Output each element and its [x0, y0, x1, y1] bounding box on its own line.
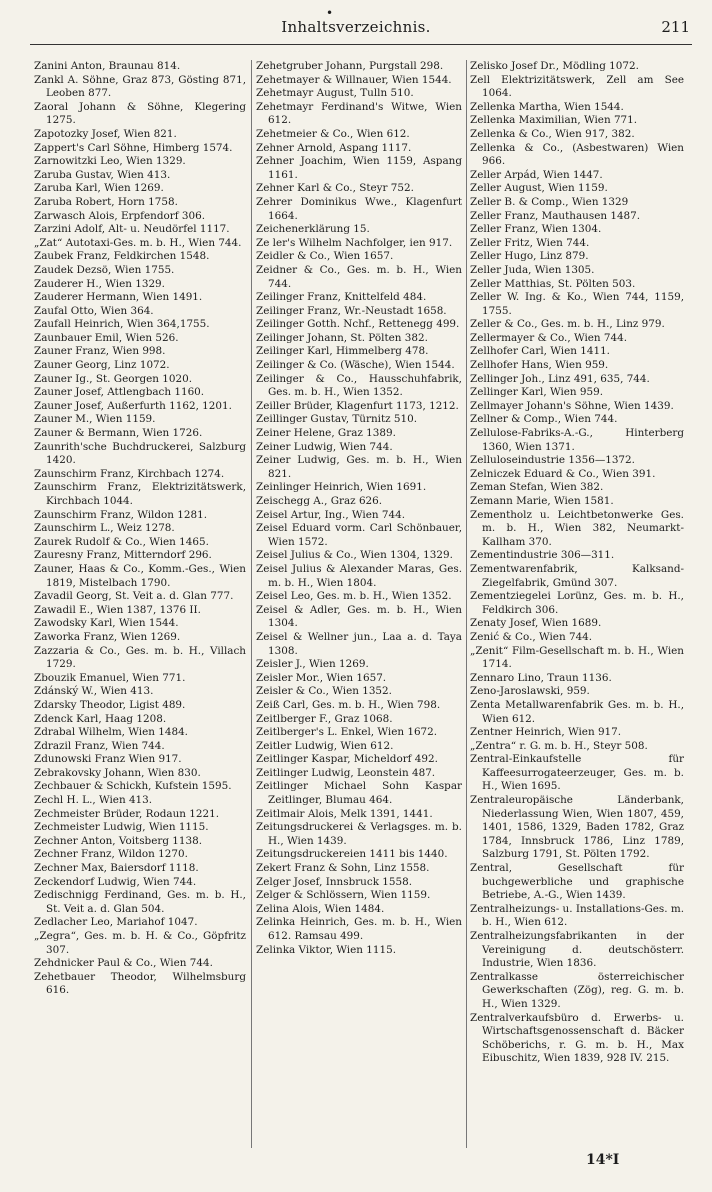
index-entry: Zellhofer Carl, Wien 1411.	[470, 345, 610, 358]
index-entry: Zentralverkaufsbüro d. Erwerbs- u. Wirtschaftsgenossenschaft d. Bäcker Schöberichs, r. G. m. b. H., Max Eibuschitz, Wien 1839, 928 IV. 215.	[470, 1011, 684, 1065]
index-entry: Zeillinger Gustav, Türnitz 510.	[256, 413, 418, 426]
index-entry: Zeitlinger Ludwig, Leonstein 487.	[256, 766, 436, 779]
index-entry: Zarwasch Alois, Erpfendorf 306.	[34, 209, 206, 222]
index-entry: Zellinger Joh., Linz 491, 635, 744.	[470, 372, 650, 385]
index-entry: Zeller B. & Comp., Wien 1329	[470, 195, 629, 208]
index-entry: Zehetmayr August, Tulln 510.	[256, 87, 414, 100]
index-entry: Zeller W. Ing. & Ko., Wien 744, 1159, 1755.	[470, 291, 684, 317]
index-entry: Zeiner Ludwig, Ges. m. b. H., Wien 821.	[256, 454, 462, 480]
index-entry: Zauner Georg, Linz 1072.	[34, 359, 170, 372]
index-entry: Zechner Franz, Wildon 1270.	[34, 848, 188, 861]
index-entry: „Zegra“, Ges. m. b. H. & Co., Göpfritz 307.	[34, 930, 246, 956]
index-entry: Zehner Arnold, Aspang 1117.	[256, 141, 412, 154]
index-entry: Zehner Karl & Co., Steyr 752.	[256, 182, 414, 195]
index-entry: Zeisel & Adler, Ges. m. b. H., Wien 1304.	[256, 603, 462, 630]
index-entry: Zentner Heinrich, Wien 917.	[470, 726, 622, 739]
index-entry: Zeller August, Wien 1159.	[470, 182, 608, 195]
index-entry: Zeisel Julius & Alexander Maras, Ges. m. b. H., Wien 1804.	[256, 562, 462, 589]
index-entry: Zeitlinger Kaspar, Micheldorf 492.	[256, 753, 438, 766]
index-entry: Zeller Arpád, Wien 1447.	[470, 168, 603, 181]
index-entry: Zankl A. Söhne, Graz 873, Gösting 871, Leoben 877.	[34, 73, 246, 100]
index-entry: Zementindustrie 306—311.	[470, 549, 615, 562]
index-entry: Zeidner & Co., Ges. m. b. H., Wien 744.	[256, 263, 462, 290]
index-entry: Zaufal Otto, Wien 364.	[34, 304, 154, 317]
index-entry: Zelinka Viktor, Wien 1115.	[256, 943, 397, 956]
index-entry: Zenta Metallwarenfabrik Ges. m. b. H., Wien 612.	[470, 698, 684, 725]
page-header	[0, 6, 712, 44]
index-entry: Zeitlmair Alois, Melk 1391, 1441.	[256, 807, 433, 820]
index-entry: Zappert's Carl Söhne, Himberg 1574.	[34, 141, 233, 154]
index-entry: Zechner Anton, Voitsberg 1138.	[34, 834, 203, 847]
column-divider	[466, 60, 467, 1148]
index-entry: Zelniczek Eduard & Co., Wien 391.	[470, 467, 656, 480]
index-entry: Zaubek Franz, Feldkirchen 1548.	[34, 250, 210, 263]
index-entry: Zauner Josef, Attlengbach 1160.	[34, 386, 205, 399]
page-title: Inhaltsverzeichnis.	[281, 18, 431, 36]
index-entry: Zementwarenfabrik, Kalksand-Ziegelfabrik, Gmünd 307.	[470, 562, 684, 589]
index-entry: Zellermayer & Co., Wien 744.	[470, 331, 628, 344]
index-entry: Zedlacher Leo, Mariahof 1047.	[34, 916, 198, 929]
index-entry: Zellenka & Co., Wien 917, 382.	[470, 127, 635, 140]
index-entry: Zellhofer Hans, Wien 959.	[470, 359, 609, 372]
index-entry: Zekert Franz & Sohn, Linz 1558.	[256, 862, 430, 875]
index-entry: Zeitungsdruckereien 1411 bis 1440.	[256, 848, 448, 861]
index-entry: Zellner & Comp., Wien 744.	[470, 413, 618, 426]
index-entry: Zarzini Adolf, Alt- u. Neudörfel 1117.	[34, 223, 230, 236]
index-entry: „Zenit“ Film-Gesellschaft m. b. H., Wien 1714.	[470, 644, 684, 671]
page-number: 211	[661, 18, 690, 36]
index-entry: Zdarsky Theodor, Ligist 489.	[34, 698, 186, 711]
index-entry: Zehner Joachim, Wien 1159, Aspang 1161.	[256, 155, 462, 181]
index-entry: Zentralheizungs- u. Installations-Ges. m. b. H., Wien 612.	[470, 902, 685, 929]
index-entry: Zeman Stefan, Wien 382.	[470, 481, 604, 494]
index-entry: Zeilinger Franz, Wr.-Neustadt 1658.	[256, 304, 447, 317]
index-entry: Zeitungsdruckerei & Verlagsges. m. b. H., Wien 1439.	[256, 821, 462, 847]
index-entry: Zellulose-Fabriks-A.-G., Hinterberg 1360, Wien 1371.	[470, 427, 684, 453]
index-entry: Zehetgruber Johann, Purgstall 298.	[256, 60, 444, 72]
index-entry: Zelisko Josef Dr., Mödling 1072.	[470, 60, 639, 72]
index-entry: Zelger Josef, Innsbruck 1558.	[256, 875, 413, 888]
index-entry: Zelluloseindustrie 1356—1372.	[470, 454, 635, 467]
index-entry: Zauner M., Wien 1159.	[34, 413, 156, 426]
index-entry: Zeisel Julius & Co., Wien 1304, 1329.	[256, 549, 453, 562]
index-entry: Zaruba Robert, Horn 1758.	[34, 195, 178, 208]
index-entry: Zellenka & Co., (Asbestwaren) Wien 966.	[470, 141, 684, 168]
index-entry: Zeilinger Gotth. Nchf., Rettenegg 499.	[256, 318, 460, 331]
index-entry: Ze ler's Wilhelm Nachfolger, ien 917.	[256, 236, 453, 249]
index-entry: Zellenka Martha, Wien 1544.	[470, 100, 624, 113]
index-entry: Zechner Max, Baiersdorf 1118.	[34, 862, 199, 875]
index-entry: Zauderer Hermann, Wien 1491.	[34, 291, 203, 304]
index-entry: Zapotozky Josef, Wien 821.	[34, 127, 177, 140]
index-entry: Zeller Matthias, St. Pölten 503.	[470, 277, 636, 290]
index-entry: Zeilinger Johann, St. Pölten 382.	[256, 331, 428, 344]
index-entry: Zechmeister Ludwig, Wien 1115.	[34, 821, 209, 834]
index-entry: Zelina Alois, Wien 1484.	[256, 902, 385, 915]
index-entry: Zaunschirm L., Weiz 1278.	[34, 522, 175, 535]
index-entry: Zelger & Schlössern, Wien 1159.	[256, 889, 431, 902]
index-entry: Zedischnigg Ferdinand, Ges. m. b. H., St. Veit a. d. Glan 504.	[34, 889, 246, 915]
index-entry: Zechl H. L., Wien 413.	[34, 794, 153, 807]
index-entry: Zentralheizungsfabrikanten in der Vereinigung d. deutschösterr. Industrie, Wien 1836.	[470, 930, 684, 970]
index-entry: Zeckendorf Ludwig, Wien 744.	[34, 875, 197, 888]
column-divider	[251, 60, 252, 1148]
index-entry: Zeidler & Co., Wien 1657.	[256, 250, 394, 263]
index-column-2	[256, 60, 462, 957]
index-entry: Zeilinger Karl, Himmelberg 478.	[256, 345, 429, 358]
index-entry: Zeller Juda, Wien 1305.	[470, 263, 595, 276]
index-entry: Zeisel Eduard vorm. Carl Schönbauer, Wien 1572.	[256, 522, 462, 548]
index-entry: Zellmayer Johann's Söhne, Wien 1439.	[470, 399, 674, 412]
index-entry: Zaudek Dezsö, Wien 1755.	[34, 263, 175, 276]
index-entry: Zeller Fritz, Wien 744.	[470, 236, 590, 249]
index-entry: Zaunbauer Emil, Wien 526.	[34, 331, 179, 344]
index-entry: Zaurek Rudolf & Co., Wien 1465.	[34, 535, 209, 548]
index-entry: Zehetbauer Theodor, Wilhelmsburg 616.	[34, 970, 246, 997]
index-entry: Zementholz u. Leichtbetonwerke Ges. m. b. H., Wien 382, Neumarkt-Kallham 370.	[470, 508, 684, 548]
index-entry: Zeinlinger Heinrich, Wien 1691.	[256, 481, 427, 494]
index-entry: Zbouzik Emanuel, Wien 771.	[34, 671, 186, 684]
index-entry: Zeisel Artur, Ing., Wien 744.	[256, 508, 406, 521]
index-entry: Zdrabal Wilhelm, Wien 1484.	[34, 726, 188, 739]
index-entry: Zechbauer & Schickh, Kufstein 1595.	[34, 780, 232, 793]
index-entry: Zehetmayr Ferdinand's Witwe, Wien 612.	[256, 100, 462, 127]
index-entry: Zellenka Maximilian, Wien 771.	[470, 114, 638, 127]
index-entry: Zanini Anton, Braunau 814.	[34, 60, 181, 72]
index-entry: Zaunrith'sche Buchdruckerei, Salzburg 1420.	[34, 440, 246, 467]
index-entry: Zdenck Karl, Haag 1208.	[34, 712, 167, 725]
index-entry: Zeitlberger F., Graz 1068.	[256, 712, 393, 725]
index-entry: Zeller Franz, Wien 1304.	[470, 223, 602, 236]
index-entry: Zauderer H., Wien 1329.	[34, 277, 165, 290]
index-entry: Zehdnicker Paul & Co., Wien 744.	[34, 957, 213, 970]
index-entry: Zell Elektrizitätswerk, Zell am See 1064.	[470, 73, 684, 100]
index-entry: Zeichenerklärung 15.	[256, 223, 370, 236]
index-entry: Zentralkasse österreichischer Gewerkschaften (Zög), reg. G. m. b. H., Wien 1329.	[470, 970, 684, 1010]
index-entry: Zauner, Haas & Co., Komm.-Ges., Wien 1819, Mistelbach 1790.	[34, 562, 246, 589]
signature-mark: 14*I	[586, 1152, 620, 1168]
index-entry: „Zat“ Autotaxi-Ges. m. b. H., Wien 744.	[34, 236, 242, 249]
index-entry: Zeischegg A., Graz 626.	[256, 495, 383, 507]
index-entry: Zeiner Helene, Graz 1389.	[256, 427, 396, 440]
index-entry: Zazzaria & Co., Ges. m. b. H., Villach 1729.	[34, 644, 246, 671]
index-entry: Zentraleuropäische Länderbank, Niederlassung Wien, Wien 1807, 459, 1401, 1586, 1329, Baden 1782, Graz 1784, Innsbruck 1786, Linz 1789, Salzburg 1791, St. Pölten 1792.	[470, 794, 684, 861]
index-entry: Zawadil E., Wien 1387, 1376 II.	[34, 603, 201, 616]
index-column-1	[34, 60, 246, 998]
index-entry: Zehetmeier & Co., Wien 612.	[256, 127, 410, 140]
index-entry: Zeno-Jaroslawski, 959.	[470, 685, 590, 698]
index-entry: Zeilinger & Co. (Wäsche), Wien 1544.	[256, 359, 455, 372]
index-entry: Zaunschirm Franz, Elektrizitätswerk, Kirchbach 1044.	[34, 481, 246, 507]
index-entry: Zehetmayer & Willnauer, Wien 1544.	[256, 73, 452, 86]
index-entry: Zebrakovsky Johann, Wien 830.	[34, 766, 201, 779]
index-entry: Zaoral Johann & Söhne, Klegering 1275.	[34, 100, 246, 127]
index-entry: Zentral-Einkaufstelle für Kaffeesurrogateerzeuger, Ges. m. b. H., Wien 1695.	[470, 753, 684, 793]
index-entry: Zeilinger Franz, Knittelfeld 484.	[256, 291, 427, 304]
index-entry: Zellinger Karl, Wien 959.	[470, 386, 604, 399]
index-entry: Zehrer Dominikus Wwe., Klagenfurt 1664.	[256, 195, 462, 222]
index-column-3	[470, 60, 684, 1066]
index-entry: Zeitlberger's L. Enkel, Wien 1672.	[256, 726, 438, 739]
index-entry: Zawodsky Karl, Wien 1544.	[34, 617, 179, 630]
index-entry: Zentral, Gesellschaft für buchgewerbliche und graphische Betriebe, A.-G., Wien 1439.	[470, 862, 684, 902]
index-entry: Zeisler Mor., Wien 1657.	[256, 671, 387, 684]
index-entry: Zementziegelei Lorünz, Ges. m. b. H., Feldkirch 306.	[470, 590, 684, 616]
index-entry: Zeller Hugo, Linz 879.	[470, 250, 589, 263]
index-entry: Zeitler Ludwig, Wien 612.	[256, 739, 394, 752]
index-entry: Zechmeister Brüder, Rodaun 1221.	[34, 807, 220, 820]
index-entry: Zeisel & Wellner jun., Laa a. d. Taya 1308.	[256, 630, 462, 657]
index-entry: Zauner Ig., St. Georgen 1020.	[34, 372, 192, 385]
index-entry: Zavadil Georg, St. Veit a. d. Glan 777.	[34, 590, 234, 603]
index-entry: Zdunowski Franz Wien 917.	[34, 753, 182, 766]
index-entry: Zelinka Heinrich, Ges. m. b. H., Wien 612. Ramsau 499.	[256, 916, 462, 942]
index-entry: Zarnowitzki Leo, Wien 1329.	[34, 155, 186, 168]
index-entry: „Zentra“ r. G. m. b. H., Steyr 508.	[470, 739, 648, 752]
index-entry: Zeilinger & Co., Hausschuhfabrik, Ges. m. b. H., Wien 1352.	[256, 372, 462, 399]
index-entry: Zauner & Bermann, Wien 1726.	[34, 427, 203, 440]
index-entry: Zaruba Gustav, Wien 413.	[34, 168, 171, 181]
index-entry: Zdánský W., Wien 413.	[34, 685, 154, 698]
index-entry: Zaworka Franz, Wien 1269.	[34, 630, 181, 643]
index-entry: Zaufall Heinrich, Wien 364,1755.	[34, 318, 210, 331]
index-entry: Zeiß Carl, Ges. m. b. H., Wien 798.	[256, 698, 441, 711]
index-entry: Zauner Franz, Wien 998.	[34, 345, 166, 358]
index-entry: Zaunschirm Franz, Kirchbach 1274.	[34, 467, 225, 480]
index-entry: Zaruba Karl, Wien 1269.	[34, 182, 164, 195]
index-entry: Zeisler J., Wien 1269.	[256, 658, 369, 671]
index-entry: Zeiller Brüder, Klagenfurt 1173, 1212.	[256, 399, 459, 412]
index-entry: Zeller & Co., Ges. m. b. H., Linz 979.	[470, 318, 665, 331]
index-entry: Zdrazil Franz, Wien 744.	[34, 739, 165, 752]
index-entry: Zeisler & Co., Wien 1352.	[256, 685, 392, 698]
index-entry: Zennaro Lino, Traun 1136.	[470, 671, 612, 684]
index-entry: Zeiner Ludwig, Wien 744.	[256, 440, 393, 453]
index-entry: Zeisel Leo, Ges. m. b. H., Wien 1352.	[256, 590, 452, 603]
index-entry: Zauresny Franz, Mitterndorf 296.	[34, 549, 212, 562]
header-rule	[30, 44, 692, 45]
index-entry: Zenaty Josef, Wien 1689.	[470, 617, 602, 630]
index-entry: Zauner Josef, Außerfurth 1162, 1201.	[34, 399, 232, 412]
index-entry: Zemann Marie, Wien 1581.	[470, 495, 614, 507]
header-mark: •	[326, 6, 334, 20]
index-entry: Zeller Franz, Mauthausen 1487.	[470, 209, 641, 222]
index-entry: Zaunschirm Franz, Wildon 1281.	[34, 508, 208, 521]
index-entry: Zeitlinger Michael Sohn Kaspar Zeitlinger, Blumau 464.	[256, 780, 462, 807]
index-entry: Zenić & Co., Wien 744.	[470, 630, 593, 643]
